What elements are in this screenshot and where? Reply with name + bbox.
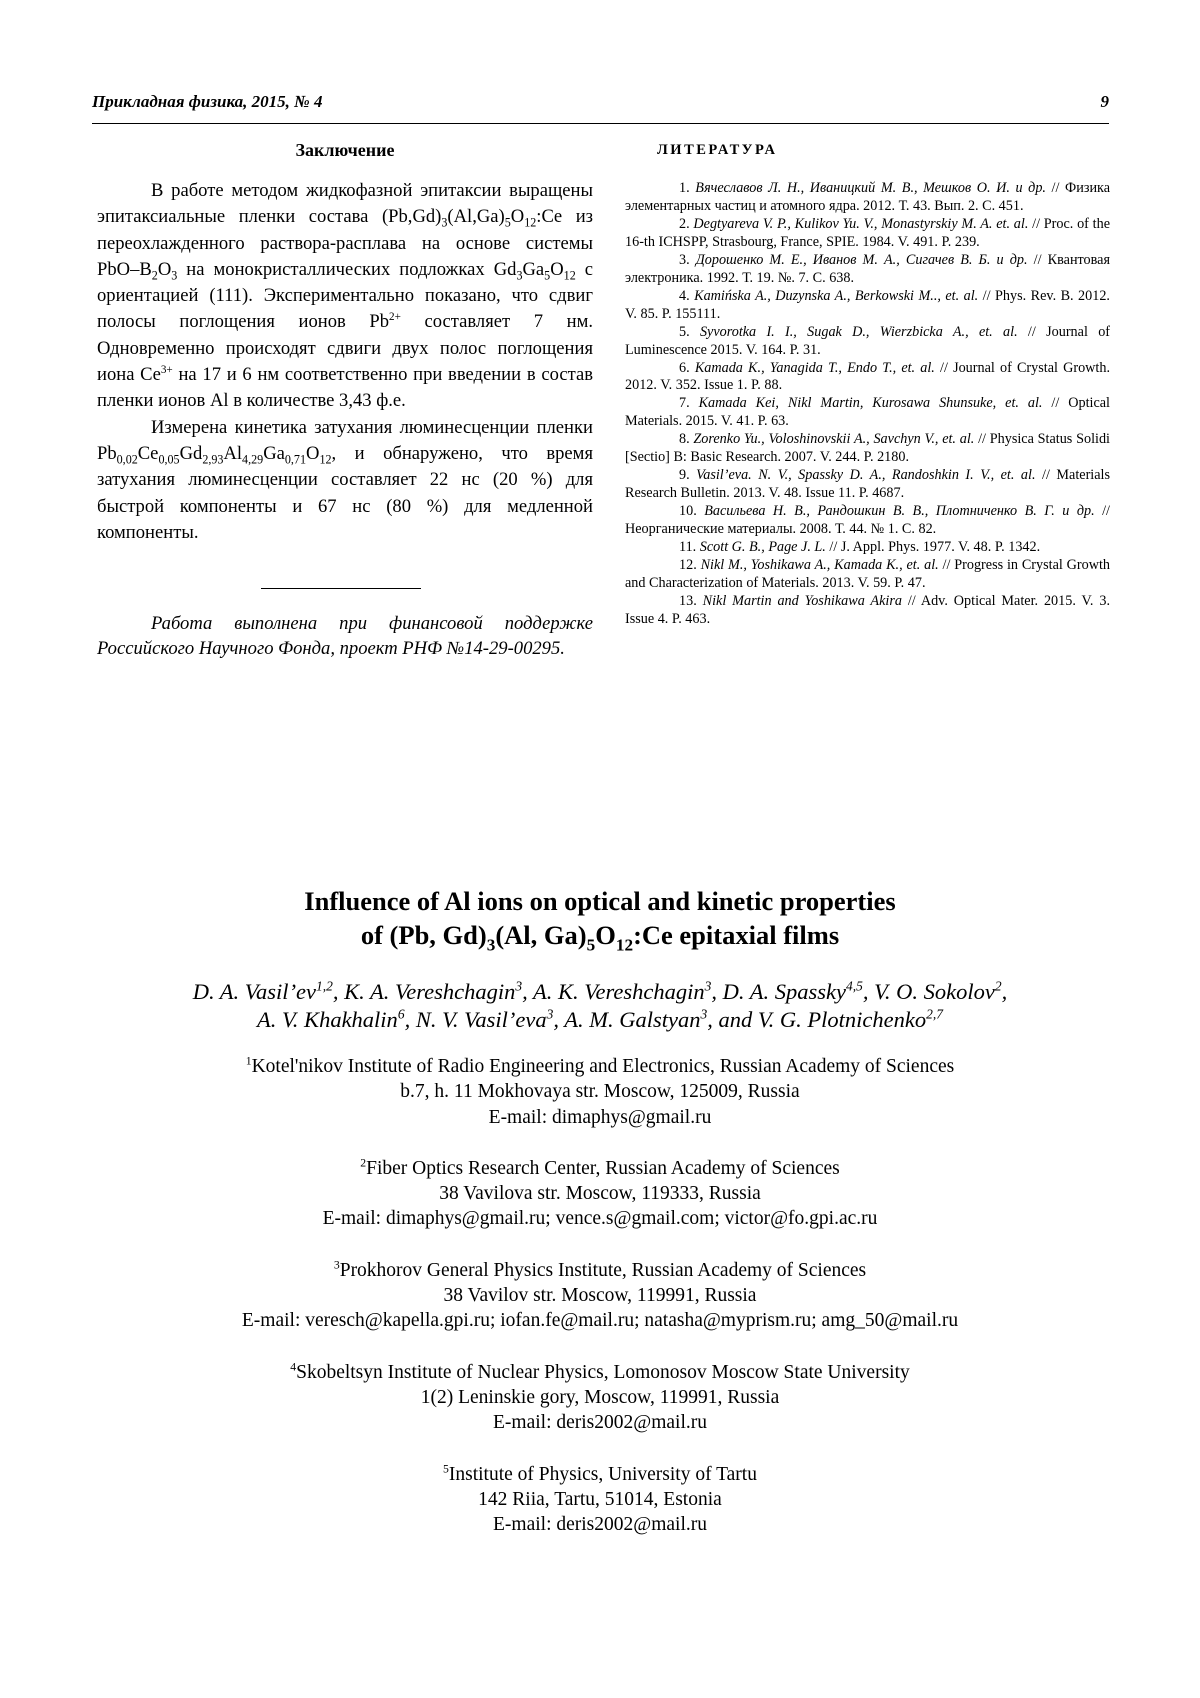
reference-source: // Неорганические материалы. 2008. Т. 44. № 1. С. 82. — [625, 503, 1111, 538]
affiliation-number: 4 — [290, 1360, 297, 1374]
reference-number: 8. — [679, 431, 690, 448]
author-affiliation-mark: 2 — [994, 978, 1002, 994]
reference-number: 3. — [679, 251, 690, 268]
reference-source: // Физика элементарных частиц и атомного ядра. 2012. Т. 43. Вып. 2. С. 451. — [625, 180, 1111, 214]
reference-source: // Phys. Rev. B. 2012. V. 85. P. 155111. — [625, 287, 1110, 322]
affiliation-name — [0, 1054, 1200, 1079]
affiliation-name — [0, 1462, 1200, 1487]
journal-name: Прикладная физика, 2015, № 4 — [92, 92, 323, 111]
reference-number: 5. — [679, 323, 690, 340]
reference-number: 7. — [679, 395, 690, 412]
author-separator: , — [404, 1007, 416, 1032]
author-separator: , — [711, 979, 723, 1004]
author-affiliation-mark: 6 — [397, 1006, 405, 1022]
reference-authors: Васильева Н. В., Рандошкин В. В., Плотниченко В. Г. и др. — [704, 503, 1095, 520]
reference-source: // Materials Research Bulletin. 2013. V. 48. Issue 11. P. 4687. — [625, 467, 1110, 502]
conclusion-paragraph-2: Измерена кинетика затухания люминесценции пленки $Pb_{0,02}Ce_{0,05}Gd_{2,93}Al_{4,29}Ga_{0,71}O_{12}$, и обнаружено, что время затухания люминесценции составляет 22 нс (20 %) для быстрой компоненты и 67 нс (80 %) для медленной компоненты. — [97, 416, 593, 543]
english-title-block — [0, 884, 1200, 1563]
conclusion-title: Заключение — [295, 140, 395, 160]
affiliation-address: b.7, h. 11 Mokhovaya str. Moscow, 125009, Russia — [400, 1081, 800, 1103]
author-separator: , — [332, 979, 345, 1004]
reference-item — [625, 539, 1110, 557]
author-separator: , — [1001, 979, 1008, 1004]
reference-source: // Optical Materials. 2015. V. 41. P. 63. — [625, 395, 1111, 430]
english-title: Influence of Al ions on optical and kinetic properties of (Pb, $Gd)_3(Al$, $Ga)_5O_{12}:Ce$ epitaxial films — [304, 886, 896, 955]
affiliation-address: 1(2) Leninskie gory, Moscow, 119991, Russia — [420, 1386, 780, 1408]
reference-source: // Journal of Luminescence 2015. V. 164. P. 31. — [625, 323, 1111, 358]
reference-source: // Квантовая электроника. 1992. Т. 19. №. 7. С. 638. — [625, 251, 1110, 286]
author-name: A. M. Galstyan — [564, 1007, 701, 1032]
author-name: K. A. Vereshchagin — [344, 979, 516, 1004]
reference-source: // J. Appl. Phys. 1977. V. 48. P. 1342. — [825, 539, 1041, 556]
authors-line-2 — [257, 1007, 943, 1032]
author-affiliation-mark: 3 — [704, 978, 712, 994]
reference-authors: Scott G. B., Page J. L. — [699, 539, 826, 556]
affiliation — [0, 1258, 1200, 1334]
header-rule — [92, 123, 1109, 124]
affiliation-number: 5 — [443, 1462, 449, 1476]
reference-item — [625, 216, 1110, 252]
reference-authors: Syvorotka I. I., Sugak D., Wierzbicka A., et. al. — [699, 323, 1018, 340]
affiliation — [0, 1360, 1200, 1436]
author-name: A. K. Vereshchagin — [532, 979, 705, 1004]
author-affiliation-mark: 1,2 — [316, 978, 333, 994]
reference-number: 2. — [679, 215, 690, 232]
reference-number: 11. — [679, 539, 697, 556]
affiliation-email: E-mail: dimaphys@gmail.ru; vence.s@gmail.com; victor@fo.gpi.ac.ru — [322, 1208, 878, 1230]
reference-authors: Zorenko Yu., Voloshinovskii A., Savchyn V., et. al. — [693, 431, 975, 448]
author-name: D. A. Vasil’ev — [192, 979, 317, 1004]
reference-source: // Physica Status Solidi [Sectio] B: Basic Research. 2007. V. 244. P. 2180. — [625, 431, 1110, 466]
references-section — [625, 141, 1110, 629]
author-name: V. O. Sokolov — [874, 979, 995, 1004]
references-list — [625, 180, 1110, 629]
author-affiliation-mark: 3 — [515, 978, 523, 994]
reference-item — [625, 180, 1110, 216]
author-separator: , — [862, 979, 875, 1004]
affiliation-email: E-mail: deris2002@mail.ru — [493, 1412, 707, 1434]
conclusion-section — [97, 138, 593, 661]
reference-item — [625, 324, 1110, 360]
reference-authors: Kamada K., Yanagida T., Endo T., et. al. — [694, 359, 935, 376]
page-number: 9 — [1100, 92, 1109, 111]
author-name: and V. G. Plotnichenko — [718, 1007, 927, 1032]
affiliation-name — [0, 1360, 1200, 1385]
affiliation — [0, 1156, 1200, 1232]
reference-number: 12. — [679, 557, 697, 574]
reference-authors: Дорошенко М. Е., Иванов М. А., Сигачев В. Б. и др. — [695, 251, 1028, 268]
author-affiliation-mark: 4,5 — [845, 978, 863, 994]
reference-source: // Adv. Optical Mater. 2015. V. 3. Issue 4. P. 463. — [625, 592, 1110, 627]
authors-list — [0, 978, 1200, 1034]
reference-authors: Вячеславов Л. Н., Иваницкий М. В., Мешков О. И. и др. — [695, 180, 1046, 196]
author-name: D. A. Spassky — [722, 979, 846, 1004]
reference-item — [625, 288, 1110, 324]
affiliation-institution: Fiber Optics Research Center, Russian Academy of Sciences — [366, 1157, 840, 1179]
reference-number: 1. — [679, 180, 690, 196]
reference-number: 6. — [679, 359, 690, 376]
reference-authors: Nikl Martin and Yoshikawa Akira — [702, 592, 902, 609]
reference-item — [625, 467, 1110, 503]
reference-authors: Degtyareva V. P., Kulikov Yu. V., Monastyrskiy M. A. et. al. — [693, 215, 1029, 232]
affiliation-address: 142 Riia, Tartu, 51014, Estonia — [478, 1488, 722, 1510]
reference-item — [625, 593, 1110, 629]
running-header — [92, 92, 1109, 116]
reference-item — [625, 431, 1110, 467]
author-name: N. V. Vasil’eva — [415, 1007, 547, 1032]
author-separator: , — [707, 1007, 719, 1032]
affiliation-name — [0, 1156, 1200, 1181]
reference-number: 4. — [679, 287, 690, 304]
affiliation-email: E-mail: dimaphys@gmail.ru — [488, 1106, 712, 1128]
affiliation — [0, 1054, 1200, 1130]
affiliation-address: 38 Vavilova str. Moscow, 119333, Russia — [439, 1183, 761, 1205]
reference-authors: Kamińska A., Duzynska A., Berkowski M.., et. al. — [694, 287, 979, 304]
author-affiliation-mark: 2,7 — [926, 1006, 944, 1022]
author-affiliation-mark: 3 — [546, 1006, 554, 1022]
reference-source: // Progress in Crystal Growth and Characterization of Materials. 2013. V. 59. P. 47. — [625, 557, 1110, 591]
reference-source: // Proc. of the 16-th ICHSPP, Strasbourg, France, SPIE. 1984. V. 491. P. 239. — [625, 215, 1110, 250]
reference-number: 13. — [679, 592, 697, 609]
affiliations — [0, 1054, 1200, 1537]
affiliation-institution: Kotel'nikov Institute of Radio Engineering and Electronics, Russian Academy of Sciences — [251, 1056, 955, 1077]
references-title: ЛИТЕРАТУРА — [657, 142, 778, 158]
affiliation-number: 3 — [333, 1258, 340, 1272]
acknowledgement-separator — [261, 588, 421, 589]
affiliation-institution: Prokhorov General Physics Institute, Russian Academy of Sciences — [339, 1259, 867, 1281]
reference-number: 10. — [679, 503, 697, 520]
conclusion-paragraph-1: В работе методом жидкофазной эпитаксии выращены эпитаксиальные пленки состава $(Pb,Gd)_3(Al,Ga)_5O_{12}:Ce$ из переохлажденного раствора-расплава на основе системы PbO–$B_2O_3$ на монокристаллических подложках $Gd_3Ga_5O_{12}$ с ориентацией (111). Экспериментально показано, что сдвиг полосы поглощения ионов $Pb^{2+}$ составляет 7 нм. Одновременно происходят сдвиги двух полос поглощения иона $Ce^{3+}$ на 17 и 6 нм соответственно при введении в состав пленки ионов Al в количестве 3,43 ф.е. — [97, 180, 594, 412]
reference-item — [625, 252, 1110, 288]
acknowledgement: Работа выполнена при финансовой поддержке Российского Научного Фонда, проект РНФ №14-29-00295. — [97, 613, 593, 660]
affiliation — [0, 1462, 1200, 1538]
author-separator: , — [522, 979, 533, 1004]
affiliation-name — [0, 1258, 1200, 1283]
reference-item — [625, 557, 1110, 593]
author-affiliation-mark: 3 — [700, 1006, 708, 1022]
reference-item — [625, 503, 1110, 539]
authors-line-1 — [193, 979, 1008, 1004]
reference-authors: Kamada Kei, Nikl Martin, Kurosawa Shunsuke, et. al. — [698, 395, 1043, 412]
affiliation-email: E-mail: deris2002@mail.ru — [493, 1514, 707, 1536]
affiliation-number: 2 — [360, 1156, 367, 1170]
reference-item — [625, 395, 1110, 431]
reference-authors: Vasil’eva. N. V., Spassky D. A., Randoshkin I. V., et. al. — [696, 467, 1036, 484]
reference-item — [625, 360, 1110, 396]
author-separator: , — [553, 1007, 565, 1032]
author-name: A. V. Khakhalin — [256, 1007, 398, 1032]
reference-authors: Nikl M., Yoshikawa A., Kamada K., et. al. — [700, 557, 939, 574]
reference-number: 9. — [679, 467, 690, 484]
affiliation-address: 38 Vavilov str. Moscow, 119991, Russia — [443, 1285, 757, 1307]
affiliation-institution: Institute of Physics, University of Tartu — [448, 1463, 757, 1485]
affiliation-email: E-mail: veresch@kapella.gpi.ru; iofan.fe@mail.ru; natasha@myprism.ru; amg_50@mail.ru — [241, 1310, 959, 1332]
affiliation-institution: Skobeltsyn Institute of Nuclear Physics, Lomonosov Moscow State University — [296, 1361, 910, 1383]
reference-source: // Journal of Crystal Growth. 2012. V. 352. Issue 1. P. 88. — [625, 359, 1111, 394]
affiliation-number: 1 — [245, 1054, 252, 1068]
